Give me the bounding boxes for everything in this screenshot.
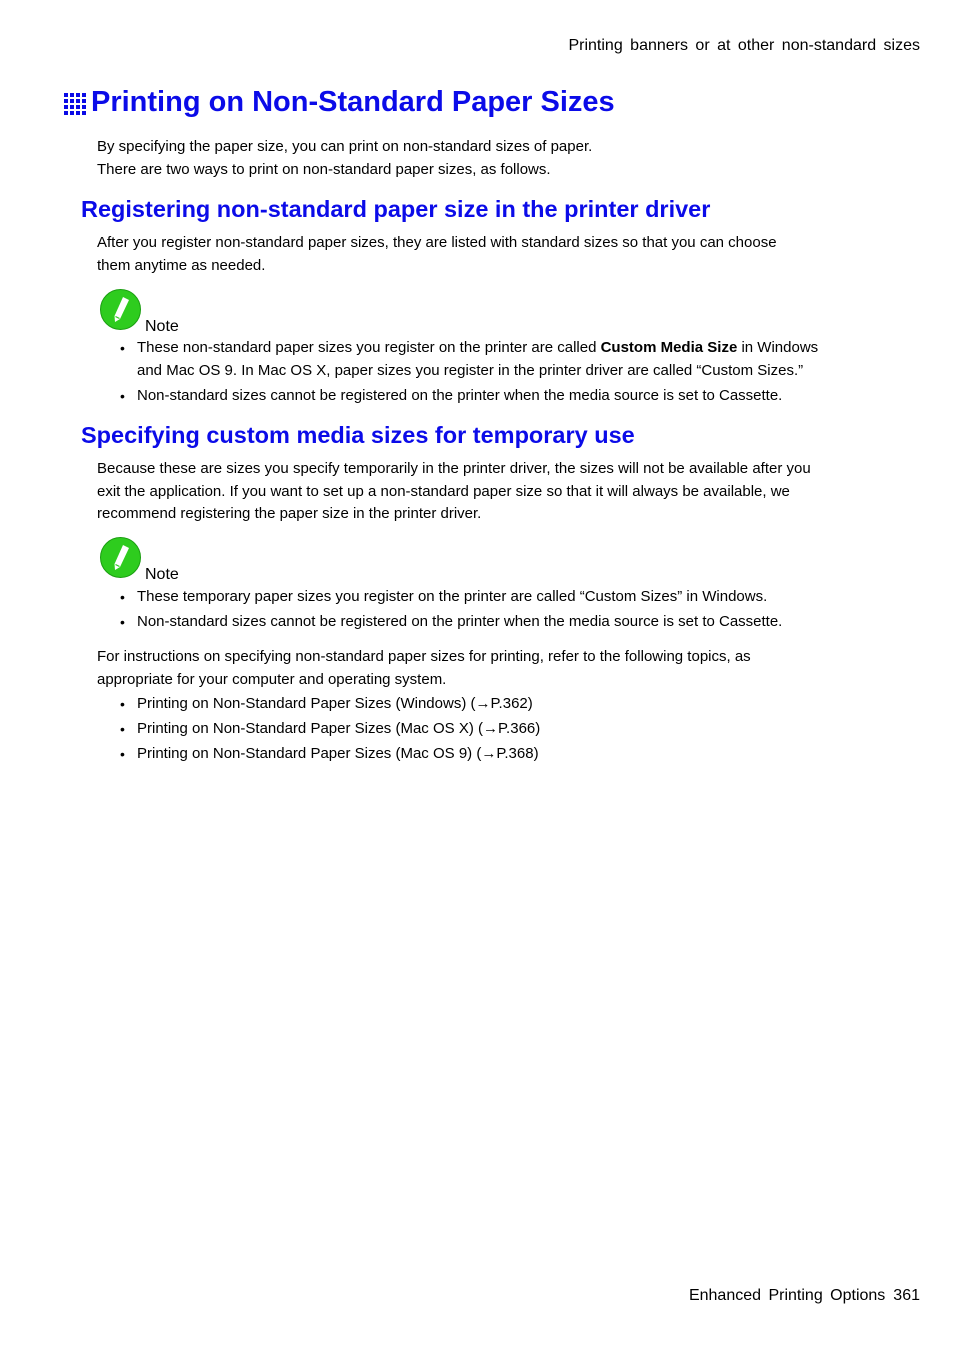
page-number: 361 [893, 1287, 920, 1304]
pencil-note-icon [100, 537, 141, 578]
section-heading-registering: Registering non-standard paper size in the printer driver [81, 196, 711, 222]
section-heading-temporary: Specifying custom media sizes for temporary use [81, 422, 635, 448]
section2-paragraph [97, 458, 811, 526]
paragraph-line: For instructions on specifying non-standard paper sizes for printing, refer to the following topics, as [97, 648, 751, 665]
note-header [100, 537, 179, 583]
reference-link[interactable]: • Printing on Non-Standard Paper Sizes (Mac OS X) (→P.366) [120, 718, 880, 741]
reference-link[interactable]: • Printing on Non-Standard Paper Sizes (Mac OS 9) (→P.368) [120, 743, 880, 766]
bullet-text: These non-standard paper sizes you register on the printer are called [137, 339, 601, 356]
reference-link[interactable]: • Printing on Non-Standard Paper Sizes (Windows) (→P.362) [120, 693, 880, 716]
paragraph-line: After you register non-standard paper sizes, they are listed with standard sizes so that you can choose [97, 234, 777, 251]
note-label: Note [145, 318, 179, 335]
list-item: • Non-standard sizes cannot be registered on the printer when the media source is set to Cassette. [120, 611, 880, 634]
chapter-name: Enhanced Printing Options [688, 1287, 886, 1304]
paragraph-line: Because these are sizes you specify temporarily in the printer driver, the sizes will not be available after you [97, 460, 811, 477]
paragraph-line: them anytime as needed. [97, 256, 266, 274]
list-item [120, 337, 880, 382]
paragraph-line: appropriate for your computer and operating system. [97, 670, 447, 688]
page-title-text: Printing on Non-Standard Paper Sizes [91, 86, 615, 118]
note-list [120, 586, 880, 634]
grid-icon [64, 93, 86, 115]
note-header [100, 289, 179, 335]
bold-term: Custom Media Size [600, 339, 738, 356]
running-footer [689, 1287, 920, 1305]
instructions-paragraph [97, 646, 751, 691]
bullet-text: in Windows [737, 339, 819, 356]
note-label: Note [145, 566, 179, 583]
intro-line: By specifying the paper size, you can print on non-standard sizes of paper. [97, 138, 593, 155]
pencil-note-icon [100, 289, 141, 330]
intro-line: There are two ways to print on non-standard paper sizes, as follows. [97, 160, 551, 178]
list-item: • These temporary paper sizes you register on the printer are called “Custom Sizes” in Windows. [120, 586, 880, 609]
reference-list [120, 693, 880, 766]
note-list [120, 337, 880, 407]
running-header: Printing banners or at other non-standard sizes [568, 37, 920, 54]
list-item: • Non-standard sizes cannot be registered on the printer when the media source is set to Cassette. [120, 385, 880, 408]
intro-paragraph [97, 136, 592, 181]
section1-paragraph [97, 232, 777, 277]
paragraph-line: recommend registering the paper size in the printer driver. [97, 505, 482, 522]
paragraph-line: exit the application. If you want to set up a non-standard paper size so that it will always be available, we [97, 482, 790, 500]
bullet-text: and Mac OS 9. In Mac OS X, paper sizes you register in the printer driver are called “Custom Sizes.” [137, 361, 804, 379]
page-title [64, 86, 615, 119]
